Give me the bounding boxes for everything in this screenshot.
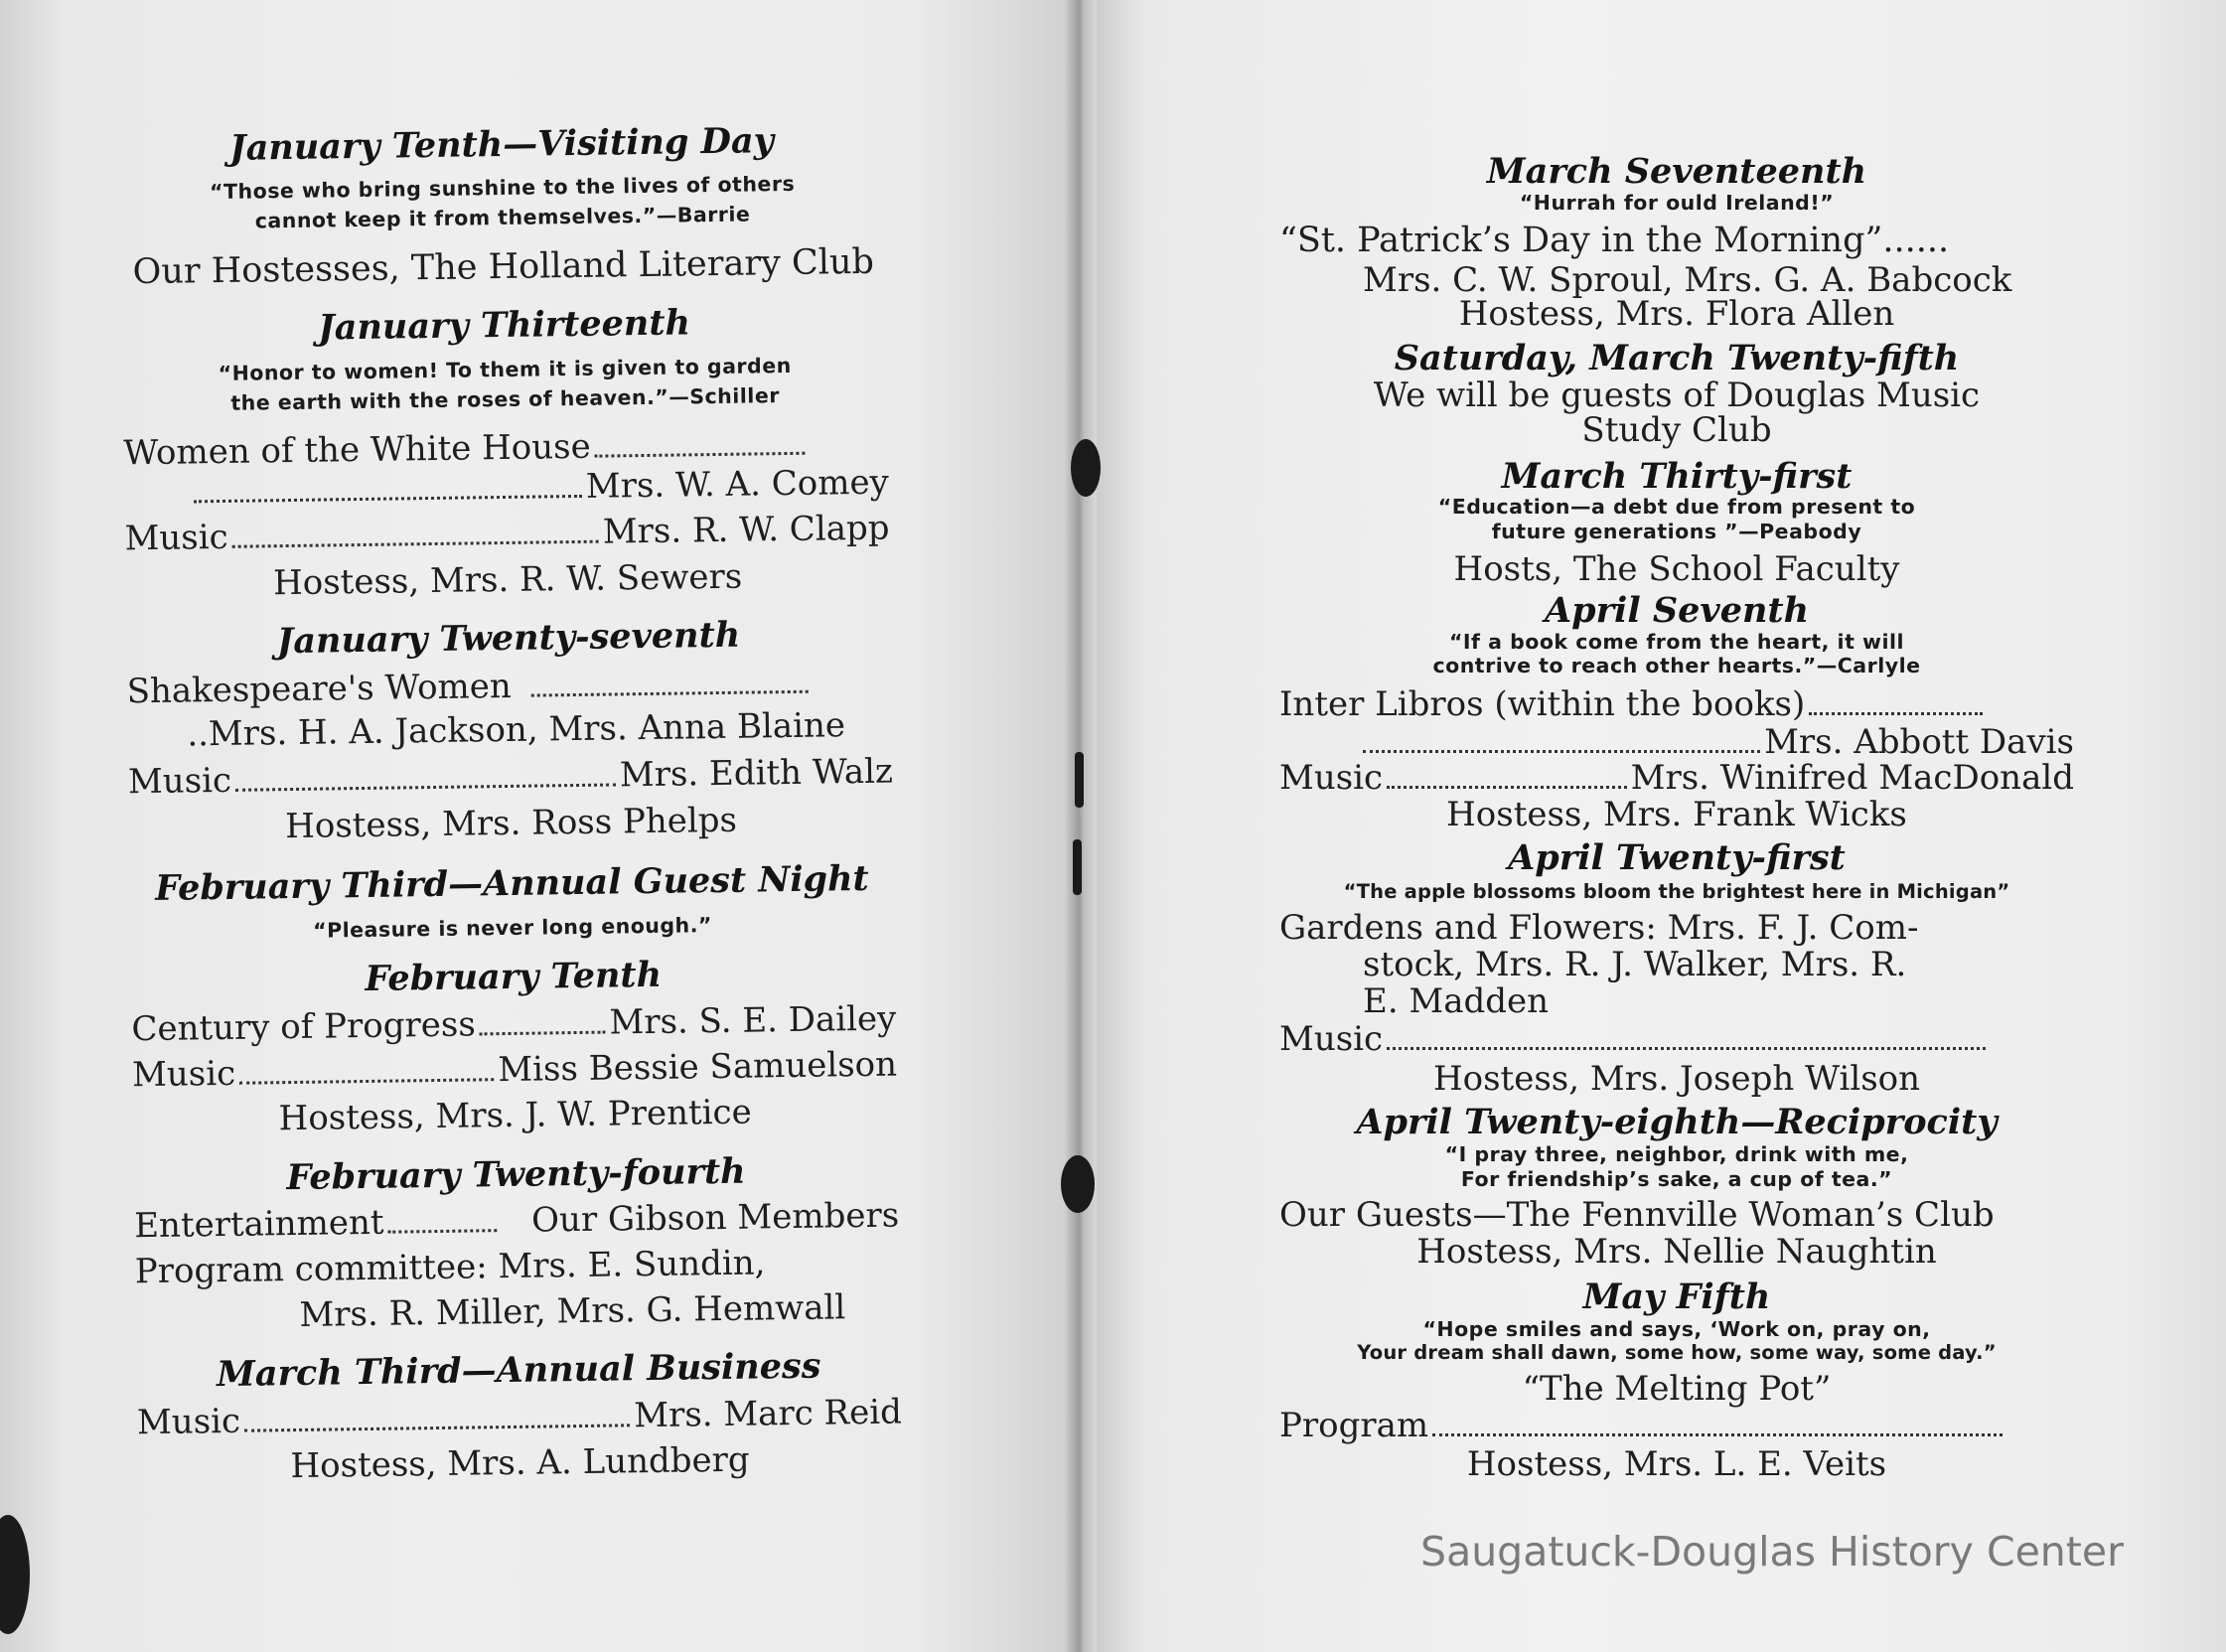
hosts-mar31: Hosts, The School Faculty [1453,549,1900,589]
heading-mar25: Saturday, March Twenty-fifth [1394,338,1960,378]
topic-apr21-line1: Gardens and Flowers: Mrs. F. J. Com- [1279,908,1919,948]
hostess-jan27: Hostess, Mrs. Ross Phelps [284,800,738,847]
dot-leader [1809,712,1983,715]
music-label-jan13: Music [124,517,228,559]
music-label-apr7: Music [1279,758,1384,798]
speakers-mar17: Mrs. C. W. Sproul, Mrs. G. A. Babcock [1363,260,2012,300]
program-line-may5-program [1279,1406,2006,1445]
music-label-feb10: Music [131,1053,236,1096]
history-center-watermark: Saugatuck-Douglas History Center [1420,1528,2124,1576]
heading-apr21: April Twenty-first [1508,837,1846,878]
topic-feb24: Entertainment [133,1202,384,1247]
quote-jan13-line1: “Honor to women! To them it is given to garden [218,353,792,385]
heading-may5: May Fifth [1582,1277,1771,1317]
heading-mar3: March Third—Annual Business [216,1345,821,1396]
music-by-feb10: Miss Bessie Samuelson [498,1044,898,1091]
committee-feb24-line2: Mrs. R. Miller, Mrs. G. Hemwall [299,1287,846,1335]
hostess-may5: Hostess, Mrs. L. E. Veits [1466,1444,1887,1484]
program-line-feb10-topic [131,998,897,1050]
quote-feb3: “Pleasure is never long enough.” [312,913,713,943]
binding-hole-top [1071,439,1101,497]
hostesses-jan10: Our Hostesses, The Holland Literary Club [132,241,875,293]
heading-feb24: February Twenty-fourth [286,1150,746,1199]
speakers-jan27: ..Mrs. H. A. Jackson, Mrs. Anna Blaine [187,705,846,755]
guests-apr28: Our Guests—The Fennville Woman’s Club [1279,1195,1995,1235]
dot-leader [232,540,599,548]
by-feb24: Our Gibson Members [530,1195,900,1241]
quote-jan13-line2: the earth with the roses of heaven.”—Schiller [230,383,781,415]
heading-apr7: April Seventh [1544,590,1810,631]
topic-apr7: Inter Libros (within the books) [1279,684,1806,724]
binding-hole-bottom [1061,1155,1095,1213]
music-by-jan13: Mrs. R. W. Clapp [602,508,890,552]
quote-jan10-line1: “Those who bring sunshine to the lives of others [209,171,796,205]
topic-jan13: Women of the White House [123,426,591,474]
program-line-apr21-music [1279,1019,1990,1059]
dot-leader [239,1078,494,1085]
heading-jan10: January Tenth—Visiting Day [228,120,775,169]
heading-apr28: April Twenty-eighth—Reciprocity [1356,1102,1998,1142]
dot-leader [531,690,809,697]
quote-apr21: “The apple blossoms bloom the brightest here in Michigan” [1343,880,2010,903]
music-by-mar3: Mrs. Marc Reid [633,1392,903,1436]
music-label-apr21: Music [1279,1019,1384,1059]
dot-leader [235,783,616,791]
hostess-mar3: Hostess, Mrs. A. Lundberg [290,1439,750,1487]
quote-jan10-line2: cannot keep it from themselves.”—Barrie [254,202,751,233]
dot-leader [1387,1047,1986,1050]
quote-may5-line2: Your dream shall dawn, some how, some way, some day.” [1357,1341,1997,1364]
speaker-feb10: Mrs. S. E. Dailey [609,998,897,1043]
hostess-feb10: Hostess, Mrs. J. W. Prentice [278,1092,752,1139]
hostess-mar17: Hostess, Mrs. Flora Allen [1458,294,1895,334]
topic-jan27: Shakespeare's Women [126,666,513,712]
topic-feb10: Century of Progress [131,1004,477,1050]
music-by-jan27: Mrs. Edith Walz [619,751,894,796]
mar25-line2: Study Club [1581,410,1772,450]
heading-feb3: February Third—Annual Guest Night [154,857,869,909]
mar25-line1: We will be guests of Douglas Music [1373,375,1981,415]
dot-leader [244,1424,630,1431]
dot-leader [194,495,582,503]
hostess-jan13: Hostess, Mrs. R. W. Sewers [272,556,743,604]
heading-jan27: January Twenty-seventh [276,614,741,663]
dot-leader [480,1031,606,1036]
heading-mar31: March Thirty-first [1501,456,1853,497]
quote-mar31-line1: “Education—a debt due from present to [1437,495,1916,519]
topic-apr21-line3: E. Madden [1363,981,1550,1021]
hostess-apr7: Hostess, Mrs. Frank Wicks [1446,795,1907,834]
program-line-apr7-music [1279,758,2074,798]
hostess-apr21: Hostess, Mrs. Joseph Wilson [1432,1059,1921,1099]
program-line-apr7-topic [1279,684,1987,724]
music-label-mar3: Music [136,1401,241,1443]
committee-feb24: Program committee: Mrs. E. Sundin, [134,1243,766,1292]
music-by-apr7: Mrs. Winifred MacDonald [1630,758,2074,798]
program-line-feb24-topic [133,1195,900,1247]
quote-apr28-line2: For friendship’s sake, a cup of tea.” [1460,1167,1893,1191]
heading-jan13: January Thirteenth [317,302,691,349]
quote-mar17: “Hurrah for ould Ireland!” [1519,191,1835,215]
speaker-apr7: Mrs. Abbott Davis [1764,722,2074,762]
topic-mar17: “St. Patrick’s Day in the Morning”...... [1279,221,1950,260]
topic-apr21-line2: stock, Mrs. R. J. Walker, Mrs. R. [1363,945,1907,984]
dot-leader [595,452,806,458]
quote-may5-line1: “Hope smiles and says, ‘Work on, pray on, [1422,1317,1931,1341]
binding-gutter [1065,0,1097,1652]
dot-leader [1432,1433,2003,1436]
staple-upper [1075,752,1084,808]
dot-leader [388,1229,498,1234]
program-label-may5: Program [1279,1406,1429,1445]
speaker-jan13: Mrs. W. A. Comey [585,462,890,507]
title-may5: “The Melting Pot” [1522,1369,1832,1409]
music-label-jan27: Music [127,760,232,803]
heading-mar17: March Seventeenth [1486,151,1867,192]
quote-apr28-line1: “I pray three, neighbor, drink with me, [1444,1142,1909,1166]
dot-leader [1363,750,1760,753]
program-line-apr7-speaker [1279,722,2074,762]
quote-mar31-line2: future generations ”—Peabody [1491,520,1862,543]
quote-apr7-line2: contrive to reach other hearts.”—Carlyle [1432,654,1921,677]
dot-leader [1387,786,1627,789]
quote-apr7-line1: “If a book come from the heart, it will [1448,630,1905,654]
hostess-apr28: Hostess, Mrs. Nellie Naughtin [1416,1232,1937,1272]
heading-feb10: February Tenth [365,954,663,999]
staple-lower [1073,839,1082,895]
